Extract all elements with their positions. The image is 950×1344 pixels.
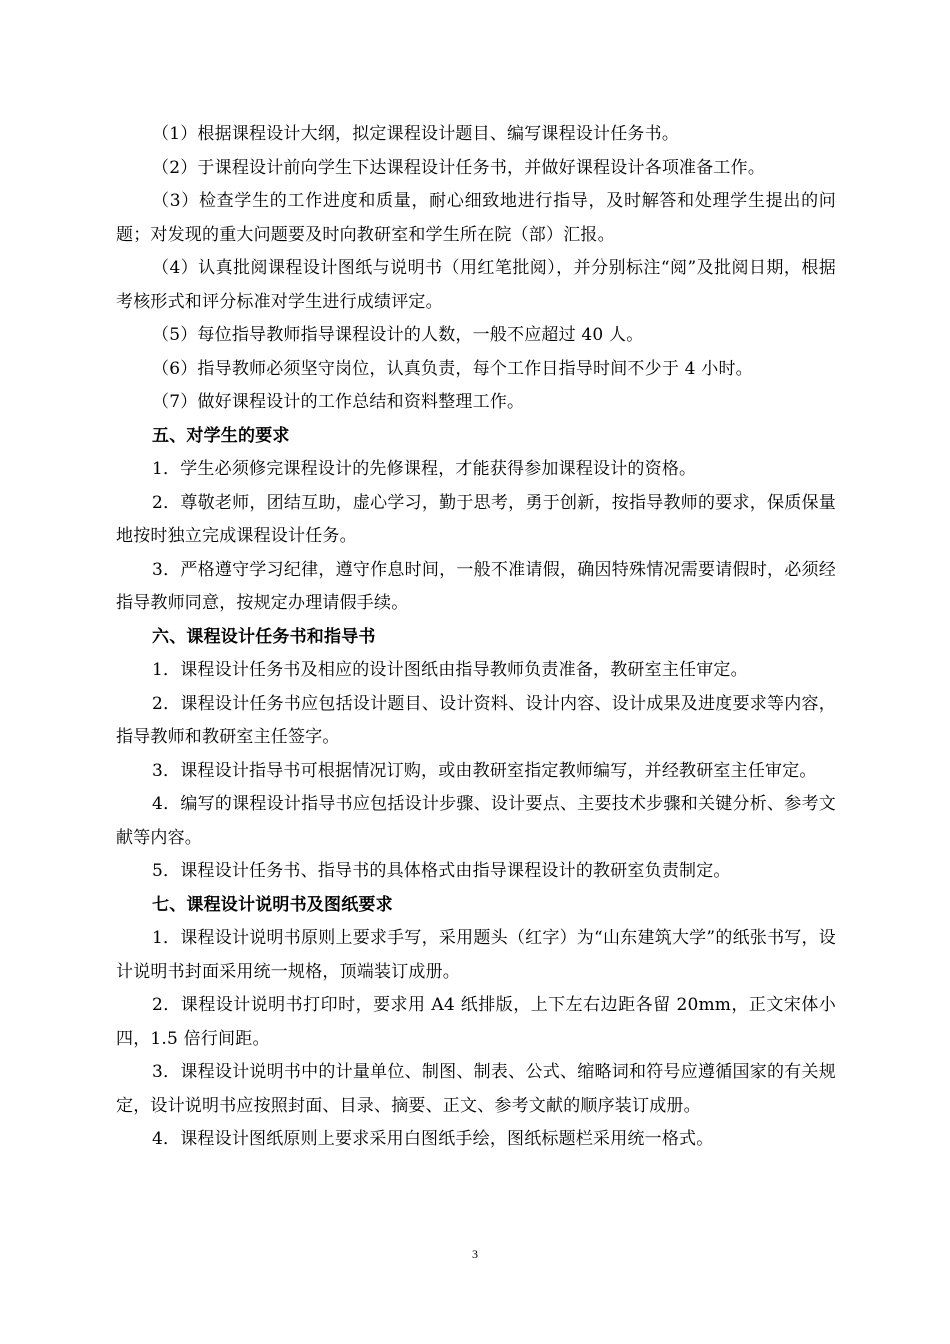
section5-item-3: 3．严格遵守学习纪律，遵守作息时间，一般不准请假，确因特殊情况需要请假时，必须经指导教师同意，按规定办理请假手续。 (116, 559, 836, 613)
section5-item-2: 2．尊敬老师，团结互助，虚心学习，勤于思考，勇于创新，按指导教师的要求，保质保量地按时独立完成课程设计任务。 (116, 492, 836, 546)
section6-item-1: 1．课程设计任务书及相应的设计图纸由指导教师负责准备，教研室主任审定。 (152, 660, 748, 680)
section6-item-3: 3．课程设计指导书可根据情况订购，或由教研室指定教师编写，并经教研室主任审定。 (152, 760, 817, 781)
section7-item-4: 4．课程设计图纸原则上要求采用白图纸手绘，图纸标题栏采用统一格式。 (152, 1129, 714, 1149)
section4-item-7: （7）做好课程设计的工作总结和资料整理工作。 (152, 392, 525, 412)
section6-heading: 六、课程设计任务书和指导书 (152, 626, 376, 647)
section4-item-6: （6）指导教师必须坚守岗位，认真负责，每个工作日指导时间不少于 4 小时。 (152, 358, 753, 379)
section4-item-1: （1）根据课程设计大纲，拟定课程设计题目、编写课程设计任务书。 (152, 124, 680, 144)
section4-item-4: （4）认真批阅课程设计图纸与说明书（用红笔批阅），并分别标注“阅”及批阅日期，根据考核形式和评分标准对学生进行成绩评定。 (116, 258, 836, 312)
section6-item-4: 4．编写的课程设计指导书应包括设计步骤、设计要点、主要技术步骤和关键分析、参考文献等内容。 (116, 794, 836, 848)
page-number: 3 (472, 1247, 478, 1261)
section6-item-5: 5．课程设计任务书、指导书的具体格式由指导课程设计的教研室负责制定。 (152, 861, 731, 881)
section4-item-2: （2）于课程设计前向学生下达课程设计任务书，并做好课程设计各项准备工作。 (152, 157, 766, 178)
section7-item-3: 3．课程设计说明书中的计量单位、制图、制表、公式、缩略词和符号应遵循国家的有关规定，设计说明书应按照封面、目录、摘要、正文、参考文献的顺序装订成册。 (116, 1062, 836, 1116)
section5-item-1: 1．学生必须修完课程设计的先修课程，才能获得参加课程设计的资格。 (152, 459, 697, 479)
section4-item-3: （3）检查学生的工作进度和质量，耐心细致地进行指导，及时解答和处理学生提出的问题；对发现的重大问题要及时向教研室和学生所在院（部）汇报。 (116, 191, 836, 245)
section5-heading: 五、对学生的要求 (152, 425, 290, 446)
section7-heading: 七、课程设计说明书及图纸要求 (152, 894, 393, 915)
section7-item-2: 2．课程设计说明书打印时，要求用 A4 纸排版，上下左右边距各留 20mm，正文宋体小四，1.5 倍行间距。 (116, 995, 836, 1049)
section4-item-5: （5）每位指导教师指导课程设计的人数，一般不应超过 40 人。 (152, 325, 644, 345)
section6-item-2: 2．课程设计任务书应包括设计题目、设计资料、设计内容、设计成果及进度要求等内容，指导教师和教研室主任签字。 (116, 693, 836, 747)
section7-item-1: 1．课程设计说明书原则上要求手写，采用题头（红字）为“山东建筑大学”的纸张书写，设计说明书封面采用统一规格，顶端装订成册。 (116, 928, 836, 982)
page-content (116, 118, 836, 1157)
